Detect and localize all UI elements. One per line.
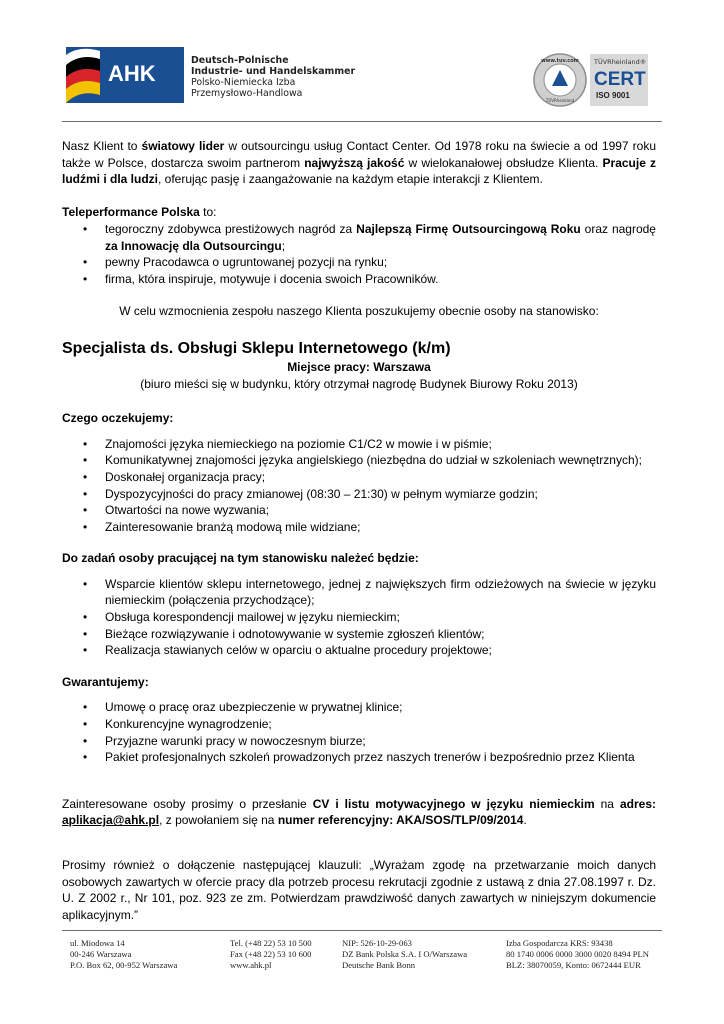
guarantee-list bbox=[62, 699, 656, 765]
footer-website-link[interactable]: www.ahk.pl bbox=[230, 960, 272, 971]
list-item-text: ; bbox=[281, 238, 286, 253]
list-item: • Obsługa korespondencji mailowej w języku niemieckim; bbox=[62, 609, 656, 626]
footer-contact bbox=[230, 938, 312, 972]
footer-line: NIP: 526-10-29-063 bbox=[342, 938, 412, 948]
list-item: • Wsparcie klientów sklepu internetowego, jednej z największych firm odzieżowych na świecie w języku niemieckim (połączenia przychodzące); bbox=[62, 576, 656, 609]
list-item-bold: Najlepszą Firmę Outsourcingową Roku bbox=[356, 221, 581, 236]
header-divider bbox=[62, 121, 662, 122]
company-list bbox=[62, 221, 656, 287]
list-item: • Pakiet profesjonalnych szkoleń prowadzonych przez naszych trenerów i bezpośrednio przez Klienta bbox=[62, 749, 656, 766]
list-item: • Przyjazne warunki pracy w nowoczesnym biurze; bbox=[62, 733, 656, 750]
intro-bold: światowy lider bbox=[141, 139, 225, 153]
company-name: Teleperformance Polska bbox=[62, 205, 200, 220]
footer-line: 80 1740 0006 0000 3000 0020 8494 PLN bbox=[506, 949, 649, 960]
chamber-name bbox=[191, 55, 355, 99]
tasks-heading-text: Do zadań osoby pracującej na tym stanowisku należeć będzie: bbox=[62, 551, 419, 566]
intro-paragraph bbox=[62, 138, 656, 188]
list-item: • pewny Pracodawca o ugruntowanej pozycji na rynku; bbox=[62, 254, 656, 271]
list-item: • Dyspozycyjności do pracy zmianowej (08:30 – 21:30) w pełnym wymiarze godzin; bbox=[62, 486, 656, 503]
company-heading bbox=[62, 204, 656, 221]
list-item-text: oraz nagrodę bbox=[580, 221, 656, 236]
footer-line: Izba Gospodarcza KRS: 93438 bbox=[506, 938, 613, 948]
apply-text: na bbox=[594, 796, 620, 811]
seal-sub-text: TÜVRheinland bbox=[545, 98, 575, 103]
guarantee-heading bbox=[62, 674, 656, 691]
chamber-name-line: Industrie- und Handelskammer bbox=[191, 66, 356, 77]
tasks-heading bbox=[62, 550, 656, 567]
apply-text: Zainteresowane osoby prosimy o przesłanie bbox=[62, 796, 313, 811]
intro-text: , oferując pasję i zaangażowanie na każdym etapie interakcji z Klientem. bbox=[158, 172, 543, 187]
position-title: Specjalista ds. Obsługi Sklepu Internetowego (k/m) bbox=[62, 339, 451, 357]
footer-line: Deutsche Bank Bonn bbox=[342, 960, 416, 971]
footer-line: BLZ: 38070059, Konto: 0672444 EUR bbox=[506, 960, 641, 971]
cert-standard: ISO 9001 bbox=[596, 91, 630, 100]
footer-line: P.O. Box 62, 00-952 Warszawa bbox=[70, 960, 178, 971]
tasks-list bbox=[62, 576, 656, 659]
list-item-text: tegoroczny zdobywca prestiżowych nagród za bbox=[105, 221, 357, 236]
expect-heading bbox=[62, 410, 656, 427]
apply-text: , z powołaniem się na bbox=[159, 813, 278, 828]
footer-registry bbox=[506, 938, 649, 972]
chamber-name-line: Polsko-Niemiecka Izba bbox=[191, 77, 296, 88]
chamber-name-line: Przemysłowo-Handlowa bbox=[191, 88, 303, 99]
list-item: • Bieżące rozwiązywanie i odnotowywanie w systemie zgłoszeń klientów; bbox=[62, 626, 656, 643]
apply-bold: CV i listu motywacyjnego w języku niemieckim bbox=[312, 796, 595, 811]
list-item: • Zainteresowanie branżą modową mile widziane; bbox=[62, 519, 656, 536]
apply-text: . bbox=[523, 813, 527, 828]
intro-bold: Pracuje z ludźmi i dla ludzi bbox=[62, 155, 657, 187]
cert-brand: TÜVRheinland® bbox=[594, 58, 647, 66]
footer-line: DZ Bank Polska S.A. I O/Warszawa bbox=[342, 949, 468, 960]
apply-bold: adres: bbox=[619, 796, 656, 811]
consent-clause: Prosimy również o dołączenie następującej klauzuli: „Wyrażam zgodę na przetwarzanie moich danych osobowych zawartych w ofercie pracy dla potrzeb procesu rekrutacji zgodnie z ustawą z dnia 27.08.1997 r. Dz. U. Z 2002 r., Nr 101, poz. 923 ze zm. Potwierdzam prawdziwość danych zawartych w niniejszym dokumencie aplikacyjnym.” bbox=[62, 858, 656, 922]
ahk-logo-text: AHK bbox=[108, 61, 156, 86]
footer-divider bbox=[62, 930, 662, 931]
company-heading-suffix: to: bbox=[199, 205, 217, 220]
list-item bbox=[62, 221, 656, 254]
footer-address bbox=[70, 938, 177, 972]
list-item: • Konkurencyjne wynagrodzenie; bbox=[62, 716, 656, 733]
guarantee-heading-text: Gwarantujemy: bbox=[62, 674, 149, 689]
intro-bold: najwyższą jakość bbox=[304, 155, 405, 170]
list-item: • Komunikatywnej znajomości języka angielskiego (niezbędna do udział w szkoleniach wewnętrznych); bbox=[62, 452, 656, 469]
tuv-cert-badge bbox=[532, 52, 650, 108]
search-line: W celu wzmocnienia zespołu naszego Klienta poszukujemy obecnie osoby na stanowisko: bbox=[119, 304, 599, 319]
intro-text: w wielokanałowej obsłudze Klienta. bbox=[404, 155, 603, 170]
expect-list bbox=[62, 436, 656, 536]
list-item: • Umowę o pracę oraz ubezpieczenie w prywatnej klinice; bbox=[62, 699, 656, 716]
work-location: Miejsce pracy: Warszawa bbox=[287, 359, 431, 374]
footer-line: ul. Miodowa 14 bbox=[70, 938, 125, 948]
email-link[interactable]: aplikacja@ahk.pl bbox=[62, 813, 160, 828]
tuv-seal-icon bbox=[534, 54, 586, 106]
list-item: • Realizacja stawianych celów w oparciu o aktualne procedury projektowe; bbox=[62, 642, 656, 659]
list-item: • Otwartości na nowe wyzwania; bbox=[62, 502, 656, 519]
building-note: (biuro mieści się w budynku, który otrzymał nagrodę Budynek Biurowy Roku 2013) bbox=[140, 376, 578, 391]
job-offer-body bbox=[62, 138, 656, 923]
apply-paragraph bbox=[62, 796, 656, 829]
intro-text: w outsourcingu usług Contact Center. Od 1978 roku na świecie a od 1997 roku także w Polsce, dostarcza swoim partnerom bbox=[62, 139, 656, 170]
list-item: • Znajomości języka niemieckiego na poziomie C1/C2 w mowie i w piśmie; bbox=[62, 436, 656, 453]
reference-number: numer referencyjny: AKA/SOS/TLP/09/2014 bbox=[277, 813, 524, 828]
expect-heading-text: Czego oczekujemy: bbox=[62, 411, 174, 426]
intro-text: Nasz Klient to bbox=[62, 139, 142, 153]
footer-line: 00-246 Warszawa bbox=[70, 949, 132, 960]
footer-bank bbox=[342, 938, 467, 972]
footer-line: Fax (+48 22) 53 10 600 bbox=[230, 949, 312, 960]
seal-text: www.tuv.com bbox=[541, 58, 579, 64]
ahk-logo bbox=[66, 47, 184, 103]
chamber-name-line: Deutsch-Polnische bbox=[191, 55, 289, 66]
footer-line: Tel. (+48 22) 53 10 500 bbox=[230, 938, 312, 948]
list-item: • Doskonałej organizacja pracy; bbox=[62, 469, 656, 486]
list-item: • firma, która inspiruje, motywuje i docenia swoich Pracowników. bbox=[62, 271, 656, 288]
list-item-bold: za Innowację dla Outsourcingu bbox=[105, 238, 282, 253]
cert-label: CERT bbox=[594, 69, 646, 90]
